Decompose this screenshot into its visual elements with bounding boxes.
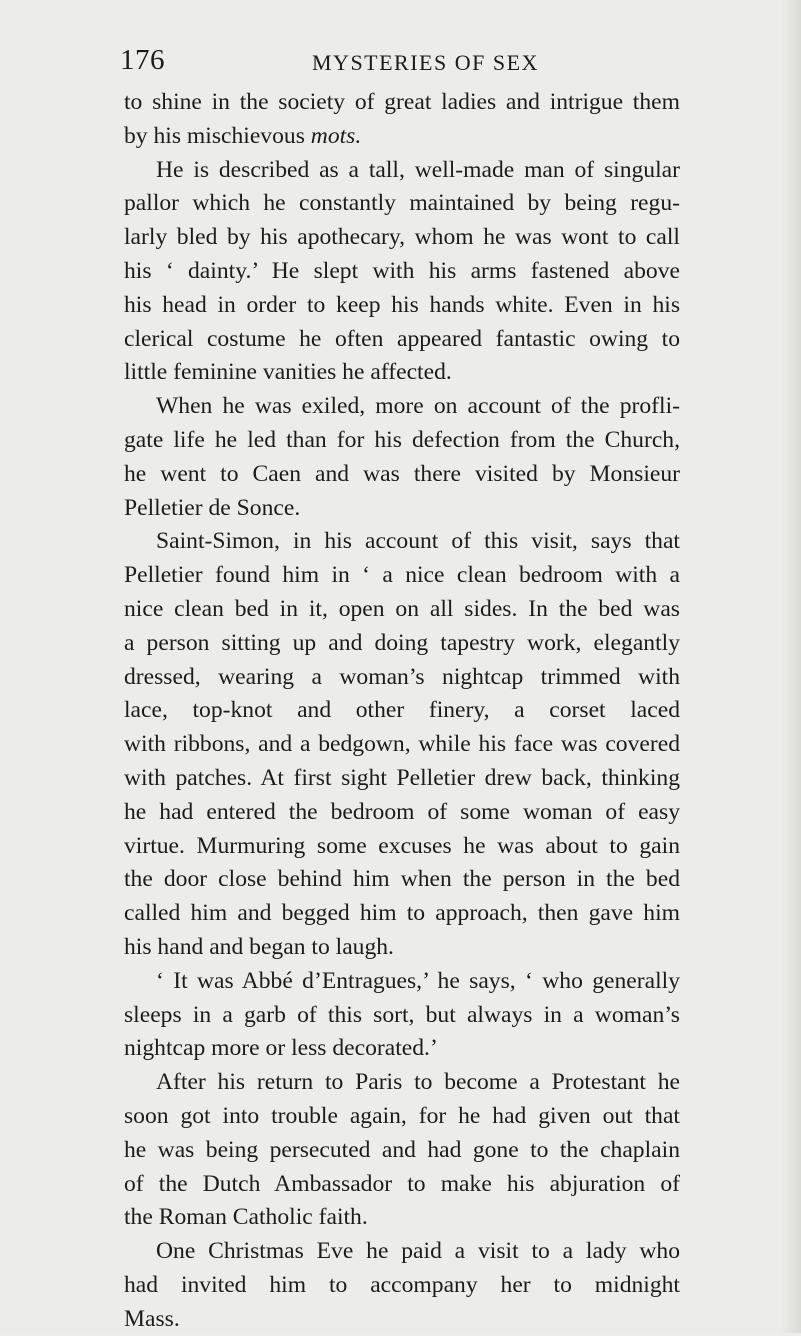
text-line (124, 830, 680, 864)
text-line-content: pallor which he constantly maintained by being regu- (124, 190, 680, 217)
text-line (124, 424, 680, 458)
text-line (124, 593, 680, 627)
text-line-content: the door close behind him when the person in the bed (124, 866, 680, 893)
italic-word: mots. (310, 122, 362, 149)
text-line-content: the Roman Catholic faith. (124, 1204, 368, 1231)
text-line (124, 1201, 680, 1235)
text-line-content: virtue. Murmuring some excuses he was about to gain (124, 832, 680, 859)
text-line (124, 661, 680, 695)
text-line-content: his head in order to keep his hands white. Even in his (124, 291, 680, 318)
text-line (124, 255, 680, 289)
text-line (124, 356, 680, 390)
text-line (124, 931, 680, 965)
text-line-content: called him and begged him to approach, then gave him (124, 900, 680, 927)
text-line (124, 559, 680, 593)
text-line-content: nightcap more or less decorated.’ (124, 1035, 438, 1062)
text-line-content: had invited him to accompany her to midnight (124, 1271, 680, 1298)
text-line-content: Pelletier de Sonce. (124, 494, 301, 521)
text-line-content: Mass. (124, 1305, 180, 1332)
text-line (124, 762, 680, 796)
text-line-content: with patches. At first sight Pelletier drew back, thinking (124, 764, 680, 791)
text-line (124, 86, 680, 120)
text-line (124, 154, 680, 188)
text-line-content: a person sitting up and doing tapestry work, elegantly (124, 629, 680, 656)
text-line-content: gate life he led than for his defection from the Church, (124, 426, 680, 453)
text-line-content: by his mischievous (124, 122, 311, 149)
text-line (124, 1100, 680, 1134)
text-line-content: One Christmas Eve he paid a visit to a lady who (156, 1238, 680, 1265)
text-line (124, 1235, 680, 1269)
text-line (124, 863, 680, 897)
text-line (124, 187, 680, 221)
page-edge-shadow (781, 0, 801, 1333)
text-line (124, 1269, 680, 1303)
text-line-content: he had entered the bedroom of some woman of easy (124, 798, 680, 825)
text-line-content: his ‘ dainty.’ He slept with his arms fastened above (124, 257, 680, 284)
text-line-content: Saint-Simon, in his account of this visit, says that (156, 528, 680, 555)
page-header (120, 44, 680, 84)
text-line-content: to shine in the society of great ladies and intrigue them (124, 89, 680, 115)
text-line (124, 1303, 680, 1336)
text-line-content: his hand and began to laugh. (124, 933, 394, 960)
text-line (124, 1168, 680, 1202)
text-line (124, 492, 680, 526)
text-line-content: Pelletier found him in ‘ a nice clean bedroom with a (124, 562, 680, 589)
text-line-content: When he was exiled, more on account of the profli- (156, 393, 680, 420)
text-line-content: dressed, wearing a woman’s nightcap trimmed with (124, 663, 680, 690)
text-line (124, 120, 680, 154)
text-line-content: clerical costume he often appeared fantastic owing to (124, 325, 680, 352)
body-text (124, 86, 680, 1336)
text-line (124, 796, 680, 830)
text-line (124, 627, 680, 661)
text-line-content: After his return to Paris to become a Protestant he (156, 1069, 680, 1096)
text-line-content: He is described as a tall, well-made man of singular (156, 156, 680, 183)
text-line-content: little feminine vanities he affected. (124, 359, 452, 386)
text-line (124, 221, 680, 255)
text-line-content: of the Dutch Ambassador to make his abjuration of (124, 1170, 680, 1197)
page-number: 176 (120, 44, 165, 76)
text-line-content: he went to Caen and was there visited by Monsieur (124, 460, 680, 487)
running-title: MYSTERIES OF SEX (312, 50, 539, 75)
text-line-content: ‘ It was Abbé d’Entragues,’ he says, ‘ who generally (156, 967, 680, 994)
text-line-content: soon got into trouble again, for he had given out that (124, 1102, 680, 1129)
text-line (124, 458, 680, 492)
text-line (124, 323, 680, 357)
text-line (124, 897, 680, 931)
text-line (124, 1066, 680, 1100)
text-line (124, 965, 680, 999)
text-line-content: sleeps in a garb of this sort, but always in a woman’s (124, 1001, 680, 1028)
text-line-content: larly bled by his apothecary, whom he was wont to call (124, 224, 680, 251)
text-line (124, 289, 680, 323)
text-line-content: with ribbons, and a bedgown, while his face was covered (124, 731, 680, 758)
text-line-content: nice clean bed in it, open on all sides. In the bed was (124, 595, 680, 622)
text-line (124, 694, 680, 728)
text-line (124, 525, 680, 559)
text-line (124, 999, 680, 1033)
text-line (124, 390, 680, 424)
text-line (124, 1134, 680, 1168)
text-line-content: lace, top-knot and other finery, a corset laced (124, 697, 680, 724)
text-line (124, 728, 680, 762)
text-line-content: he was being persecuted and had gone to the chaplain (124, 1136, 680, 1163)
text-line (124, 1032, 680, 1066)
